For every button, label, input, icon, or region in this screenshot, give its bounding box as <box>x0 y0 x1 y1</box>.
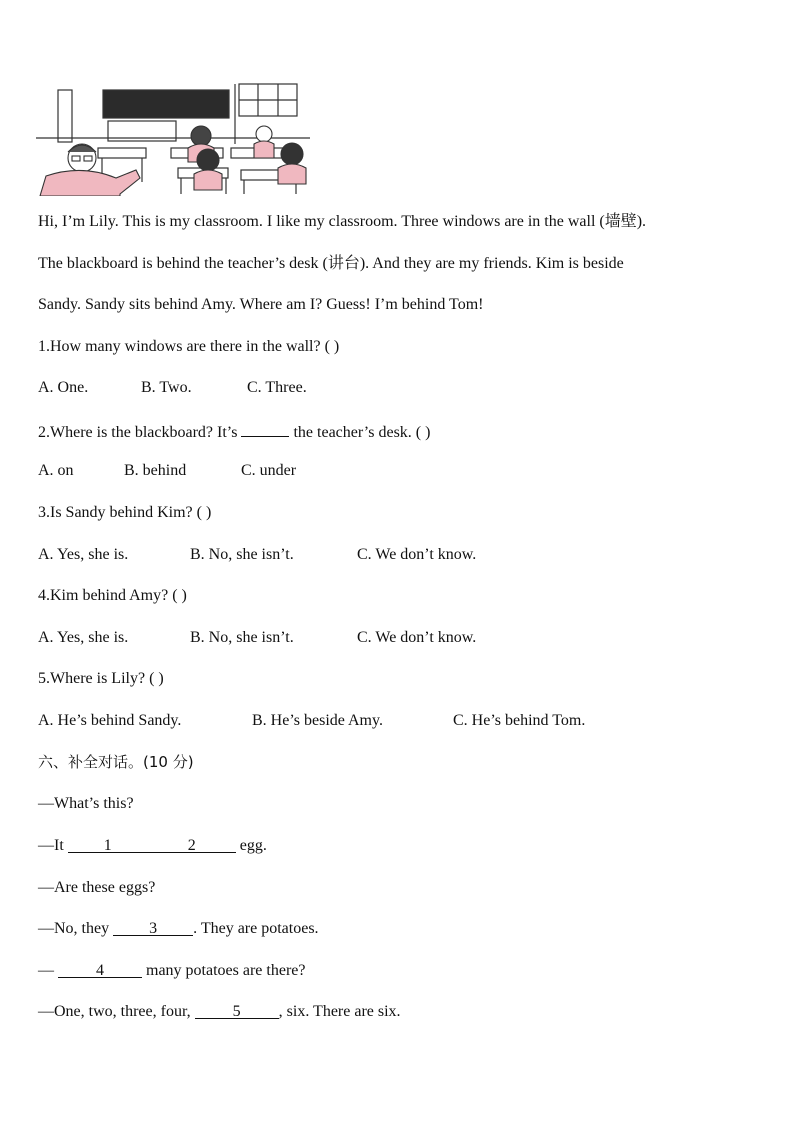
dialogue-dash: — <box>38 1003 54 1020</box>
q2-text-after: the teacher’s desk. ( ) <box>293 424 431 441</box>
dialogue-text: many potatoes are there? <box>146 962 306 979</box>
blank-number: 3 <box>149 920 158 937</box>
section-6-heading: 六、补全对话。(10 分) <box>38 753 194 771</box>
question-1: 1.How many windows are there in the wall? ( ) <box>38 338 340 355</box>
dialogue-dash: — <box>38 795 54 812</box>
dialogue-line-6 <box>38 1002 401 1022</box>
dialogue-line-2 <box>38 836 267 856</box>
dialogue-text: , six. There are six. <box>278 1003 401 1020</box>
passage-line-1: Hi, I’m Lily. This is my classroom. I like my classroom. Three windows are in the wall (墙壁). <box>38 213 647 230</box>
q3-option-c: C. We don’t know. <box>357 546 477 563</box>
q2-option-b: B. behind <box>124 462 187 479</box>
blank-3[interactable] <box>113 919 193 936</box>
question-2 <box>38 420 430 443</box>
dialogue-text: No, they <box>54 920 110 937</box>
dialogue-line-3 <box>38 878 155 898</box>
q5-option-c: C. He’s behind Tom. <box>453 712 586 729</box>
passage-line-3: Sandy. Sandy sits behind Amy. Where am I? Guess! I’m behind Tom! <box>38 296 484 313</box>
dialogue-text: What’s this? <box>54 795 134 812</box>
question-4: 4.Kim behind Amy? ( ) <box>38 587 187 604</box>
dialogue-dash: — <box>38 962 54 979</box>
blank-number: 5 <box>232 1003 241 1020</box>
dialogue-text: egg. <box>239 837 267 854</box>
dialogue-dash: — <box>38 879 54 896</box>
dialogue-text: . They are potatoes. <box>193 920 319 937</box>
blank-1[interactable] <box>68 836 148 853</box>
blank-5[interactable] <box>195 1002 279 1019</box>
dialogue-text: It <box>54 837 64 854</box>
dialogue-dash: — <box>38 920 54 937</box>
dialogue-line-1 <box>38 794 134 814</box>
dialogue-line-4 <box>38 919 319 939</box>
blank-number: 2 <box>187 837 196 854</box>
q4-option-a: A. Yes, she is. <box>38 629 129 646</box>
passage-line-2: The blackboard is behind the teacher’s desk (讲台). And they are my friends. Kim is beside <box>38 255 624 272</box>
q2-option-c: C. under <box>241 462 297 479</box>
dialogue-text: One, two, three, four, <box>54 1003 191 1020</box>
q5-option-a: A. He’s behind Sandy. <box>38 712 182 729</box>
q3-option-a: A. Yes, she is. <box>38 546 129 563</box>
blank-number: 4 <box>96 962 104 979</box>
question-5: 5.Where is Lily? ( ) <box>38 670 164 687</box>
dialogue-line-5 <box>38 961 305 981</box>
q1-option-c: C. Three. <box>247 379 307 396</box>
blank-4[interactable] <box>58 961 142 978</box>
dialogue-text: Are these eggs? <box>54 879 156 896</box>
q1-option-b: B. Two. <box>141 379 192 396</box>
q5-option-b: B. He’s beside Amy. <box>252 712 383 729</box>
q3-option-b: B. No, she isn’t. <box>190 546 294 563</box>
blank-number: 1 <box>103 837 112 854</box>
q2-text-before: 2.Where is the blackboard? It’s <box>38 424 238 441</box>
classroom-illustration <box>36 82 310 196</box>
q4-option-b: B. No, she isn’t. <box>190 629 294 646</box>
q2-option-a: A. on <box>38 462 74 479</box>
q2-answer-blank[interactable] <box>241 420 289 437</box>
dialogue-dash: — <box>38 837 54 854</box>
question-3: 3.Is Sandy behind Kim? ( ) <box>38 504 212 521</box>
q1-option-a: A. One. <box>38 379 89 396</box>
q4-option-c: C. We don’t know. <box>357 629 477 646</box>
blank-2[interactable] <box>148 836 236 853</box>
